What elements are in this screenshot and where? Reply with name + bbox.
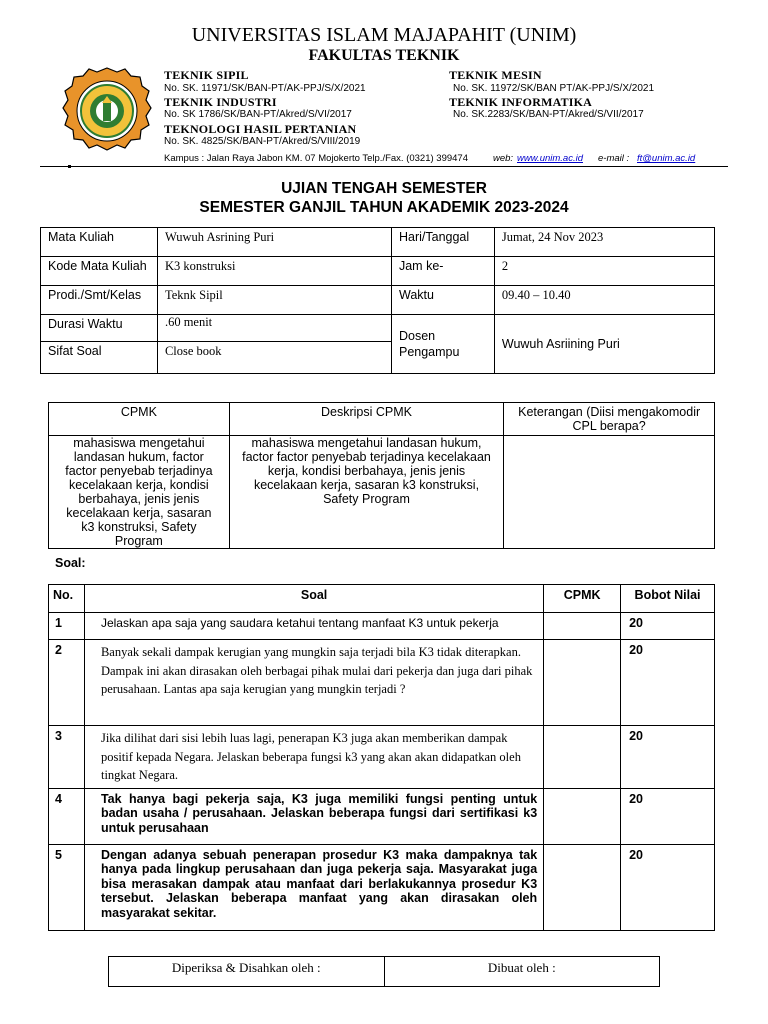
dept-name-thp: TEKNOLOGI HASIL PERTANIAN <box>164 122 357 136</box>
dept-name-mesin: TEKNIK MESIN <box>449 68 542 82</box>
question-bobot: 20 <box>621 613 715 640</box>
question-text: Tak hanya bagi pekerja saja, K3 juga memiliki fungsi penting untuk badan usaha / perusahaan. Jelaskan beberapa fungsi dari sertifikasi k3 untuk perusahaan <box>84 788 543 844</box>
question-cpmk <box>544 640 621 726</box>
question-text: Jelaskan apa saja yang saudara ketahui tentang manfaat K3 untuk pekerja <box>84 613 543 640</box>
question-no: 5 <box>49 844 85 930</box>
question-cpmk <box>544 613 621 640</box>
deskripsi-header: Deskripsi CPMK <box>229 403 503 436</box>
mata-kuliah-label: Mata Kuliah <box>41 228 158 257</box>
signature-table <box>108 956 660 987</box>
question-cpmk <box>544 844 621 930</box>
table-row <box>49 788 715 844</box>
made-by-label: Dibuat oleh : <box>384 957 659 987</box>
question-bobot: 20 <box>621 640 715 726</box>
question-text: Jika dilihat dari sisi lebih luas lagi, penerapan K3 juga akan memberikan dampak positif kepada Negara. Jelaskan beberapa fungsi k3 yang akan akan didapatkan oleh tingkat Negara. <box>84 726 543 789</box>
email-link[interactable]: ft@unim.ac.id <box>637 153 696 164</box>
cpmk-col-header: CPMK <box>544 585 621 613</box>
exam-subtitle: SEMESTER GANJIL TAHUN AKADEMIK 2023-2024 <box>199 199 569 216</box>
prodi-value: Teknk Sipil <box>157 286 391 315</box>
table-row <box>49 613 715 640</box>
sifat-label: Sifat Soal <box>41 342 158 374</box>
cpmk-header: CPMK <box>49 403 230 436</box>
exam-title: UJIAN TENGAH SEMESTER <box>281 180 487 197</box>
waktu-label: Waktu <box>391 286 494 315</box>
dept-sk-informatika: No. SK.2283/SK/BAN-PT/Akred/S/VII/2017 <box>453 109 644 120</box>
web-label: web: <box>493 153 514 164</box>
question-cpmk <box>544 788 621 844</box>
cpmk-table <box>48 402 715 549</box>
dept-sk-thp: No. SK. 4825/SK/BAN-PT/Akred/S/VIII/2019 <box>164 136 361 147</box>
dept-name-industri: TEKNIK INDUSTRI <box>164 95 277 109</box>
dept-sk-mesin: No. SK. 11972/SK/BAN PT/AK-PPJ/S/X/2021 <box>453 83 655 94</box>
durasi-label: Durasi Waktu <box>41 315 158 342</box>
question-no: 3 <box>49 726 85 789</box>
web-link[interactable]: www.unim.ac.id <box>517 153 583 164</box>
jam-value: 2 <box>494 257 714 286</box>
soal-label: Soal: <box>55 556 86 570</box>
no-header: No. <box>49 585 85 613</box>
question-table <box>48 584 715 931</box>
header-divider <box>40 166 728 167</box>
prodi-label: Prodi./Smt/Kelas <box>41 286 158 315</box>
durasi-value: .60 menit <box>157 315 391 342</box>
question-bobot: 20 <box>621 844 715 930</box>
table-row <box>49 640 715 726</box>
email-label: e-mail : <box>598 153 630 164</box>
waktu-value: 09.40 – 10.40 <box>494 286 714 315</box>
jam-label: Jam ke- <box>391 257 494 286</box>
question-bobot: 20 <box>621 788 715 844</box>
dept-sk-industri: No. SK 1786/SK/BAN-PT/Akred/S/VI/2017 <box>164 109 352 120</box>
faculty-name: FAKULTAS TEKNIK <box>308 47 460 64</box>
bobot-header: Bobot Nilai <box>621 585 715 613</box>
table-row <box>49 726 715 789</box>
mata-kuliah-value: Wuwuh Asrining Puri <box>157 228 391 257</box>
dept-name-informatika: TEKNIK INFORMATIKA <box>449 95 593 109</box>
question-no: 1 <box>49 613 85 640</box>
question-text: Dengan adanya sebuah penerapan prosedur K3 maka dampaknya tak hanya pada lingkup perusahaan dan juga pekerja saja. Masyarakat juga bisa merasakan dampak atau manfaat dari berlakukannya prosedur K3 tersebut. Jelaskan beberapa manfaat yang akan dirasakan oleh masyarakat sekitar. <box>84 844 543 930</box>
kode-label: Kode Mata Kuliah <box>41 257 158 286</box>
question-cpmk <box>544 726 621 789</box>
hari-label: Hari/Tanggal <box>391 228 494 257</box>
kode-value: K3 konstruksi <box>157 257 391 286</box>
cpmk-cell: mahasiswa mengetahui landasan hukum, factor factor penyebab terjadinya kecelakaan kerja, kondisi berbahaya, jenis jenis kecelakaan kerja, sasaran k3 konstruksi, Safety Program <box>49 436 230 549</box>
keterangan-cell <box>504 436 715 549</box>
question-no: 2 <box>49 640 85 726</box>
keterangan-header: Keterangan (Diisi mengakomodir CPL berapa? <box>504 403 715 436</box>
university-name: UNIVERSITAS ISLAM MAJAPAHIT (UNIM) <box>191 24 577 46</box>
question-text: Banyak sekali dampak kerugian yang mungkin saja terjadi bila K3 tidak diterapkan. Dampak ini akan dirasakan oleh berbagai pihak mulai dari pekerja dan juga dari pihak perusahaan. Lantas apa saja kerugian yang mungkin terjadi ? <box>84 640 543 726</box>
university-logo <box>52 66 162 156</box>
dept-name-sipil: TEKNIK SIPIL <box>164 68 249 82</box>
course-info-table <box>40 227 715 374</box>
table-row <box>49 844 715 930</box>
checked-by-label: Diperiksa & Disahkan oleh : <box>109 957 385 987</box>
dosen-label: Dosen Pengampu <box>391 315 494 374</box>
soal-header: Soal <box>84 585 543 613</box>
sifat-value: Close book <box>157 342 391 374</box>
dept-sk-sipil: No. SK. 11971/SK/BAN-PT/AK-PPJ/S/X/2021 <box>164 83 366 94</box>
deskripsi-cell: mahasiswa mengetahui landasan hukum, factor factor penyebab terjadinya kecelakaan kerja, kondisi berbahaya, jenis jenis kecelakaan kerja, sasaran k3 konstruksi, Safety Program <box>229 436 503 549</box>
hari-value: Jumat, 24 Nov 2023 <box>494 228 714 257</box>
question-no: 4 <box>49 788 85 844</box>
campus-address: Kampus : Jalan Raya Jabon KM. 07 Mojokerto Telp./Fax. (0321) 399474 <box>164 153 468 164</box>
question-bobot: 20 <box>621 726 715 789</box>
dosen-value: Wuwuh Asriining Puri <box>494 315 714 374</box>
